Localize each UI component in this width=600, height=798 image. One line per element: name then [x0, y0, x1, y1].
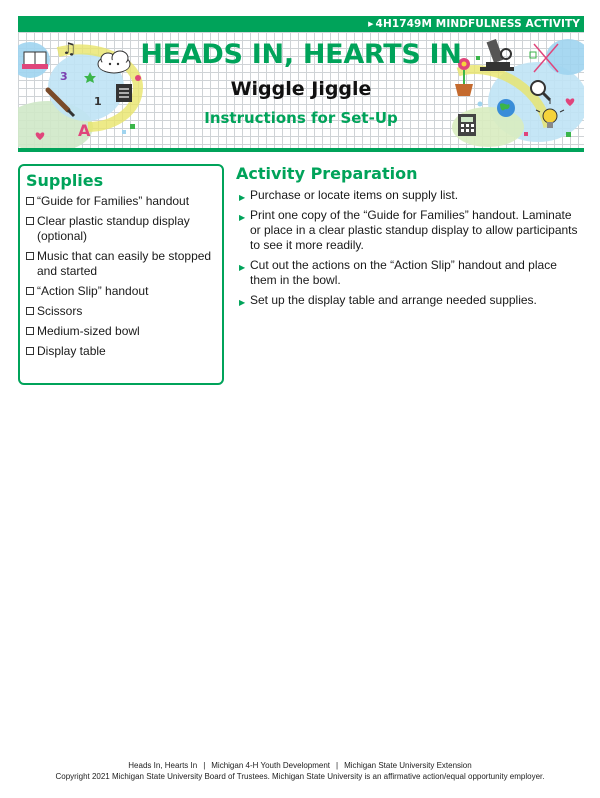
checkbox-icon	[26, 347, 34, 355]
footer-separator: |	[203, 761, 206, 770]
checkbox-icon	[26, 217, 34, 225]
supply-item-label: “Action Slip” handout	[37, 284, 149, 298]
supply-item	[26, 344, 216, 359]
supply-item	[26, 249, 216, 279]
footer-extension: Michigan State University Extension	[344, 761, 472, 770]
supply-item	[26, 214, 216, 244]
preparation-step	[236, 293, 586, 308]
supply-item	[26, 194, 216, 209]
footer-credits	[0, 760, 600, 771]
supply-item	[26, 284, 216, 299]
supply-item-label: Medium-sized bowl	[37, 324, 140, 338]
preparation-step	[236, 188, 586, 203]
supplies-list	[26, 194, 216, 359]
activity-preparation	[236, 164, 586, 313]
program-title: HEADS IN, HEARTS IN	[140, 39, 462, 70]
triangle-marker-icon: ▶	[368, 20, 374, 28]
number-one-glyph: 1	[94, 95, 102, 108]
preparation-title: Activity Preparation	[236, 164, 418, 183]
bullet-arrow-icon: ▶	[239, 263, 246, 272]
checkbox-icon	[26, 327, 34, 335]
footer-org: Michigan 4-H Youth Development	[211, 761, 331, 770]
checkbox-icon	[26, 197, 34, 205]
preparation-step	[236, 208, 586, 253]
supplies-title: Supplies	[26, 171, 104, 190]
checkbox-icon	[26, 287, 34, 295]
number-three-glyph: 3	[60, 70, 68, 83]
preparation-step-text: Cut out the actions on the “Action Slip” handout and place them in the bowl.	[250, 258, 557, 287]
page-footer	[0, 760, 600, 782]
letter-a-glyph: A	[78, 121, 91, 140]
preparation-list	[236, 188, 586, 308]
preparation-step	[236, 258, 586, 288]
bullet-arrow-icon: ▶	[239, 193, 246, 202]
series-bar	[18, 16, 584, 32]
header-banner	[18, 32, 584, 148]
supply-item-label: Clear plastic standup display (optional)	[37, 214, 190, 243]
footer-separator: |	[336, 761, 339, 770]
supply-item-label: Music that can easily be stopped and started	[37, 249, 212, 278]
checkbox-icon	[26, 252, 34, 260]
footer-program: Heads In, Hearts In	[128, 761, 198, 770]
supply-item	[26, 324, 216, 339]
footer-copyright: Copyright 2021 Michigan State University Board of Trustees. Michigan State University is an affirmative action/equal opportunity employer.	[55, 772, 545, 781]
bullet-arrow-icon: ▶	[239, 298, 246, 307]
supply-item-label: “Guide for Families” handout	[37, 194, 190, 208]
banner-rule	[18, 148, 584, 152]
preparation-step-text: Purchase or locate items on supply list.	[250, 188, 459, 202]
section-title: Instructions for Set-Up	[204, 109, 398, 127]
preparation-step-text: Set up the display table and arrange needed supplies.	[250, 293, 537, 307]
music-note-icon: ♫	[62, 39, 77, 58]
activity-title: Wiggle Jiggle	[230, 78, 372, 100]
supplies-box	[18, 164, 224, 385]
bullet-arrow-icon: ▶	[239, 213, 246, 222]
supply-item-label: Display table	[37, 344, 106, 358]
checkbox-icon	[26, 307, 34, 315]
supply-item	[26, 304, 216, 319]
series-code: 4H1749M MINDFULNESS ACTIVITY	[375, 18, 580, 30]
supply-item-label: Scissors	[37, 304, 83, 318]
preparation-step-text: Print one copy of the “Guide for Families” handout. Laminate or place in a clear plastic standup display to allow participants to see it more readily.	[250, 208, 578, 252]
